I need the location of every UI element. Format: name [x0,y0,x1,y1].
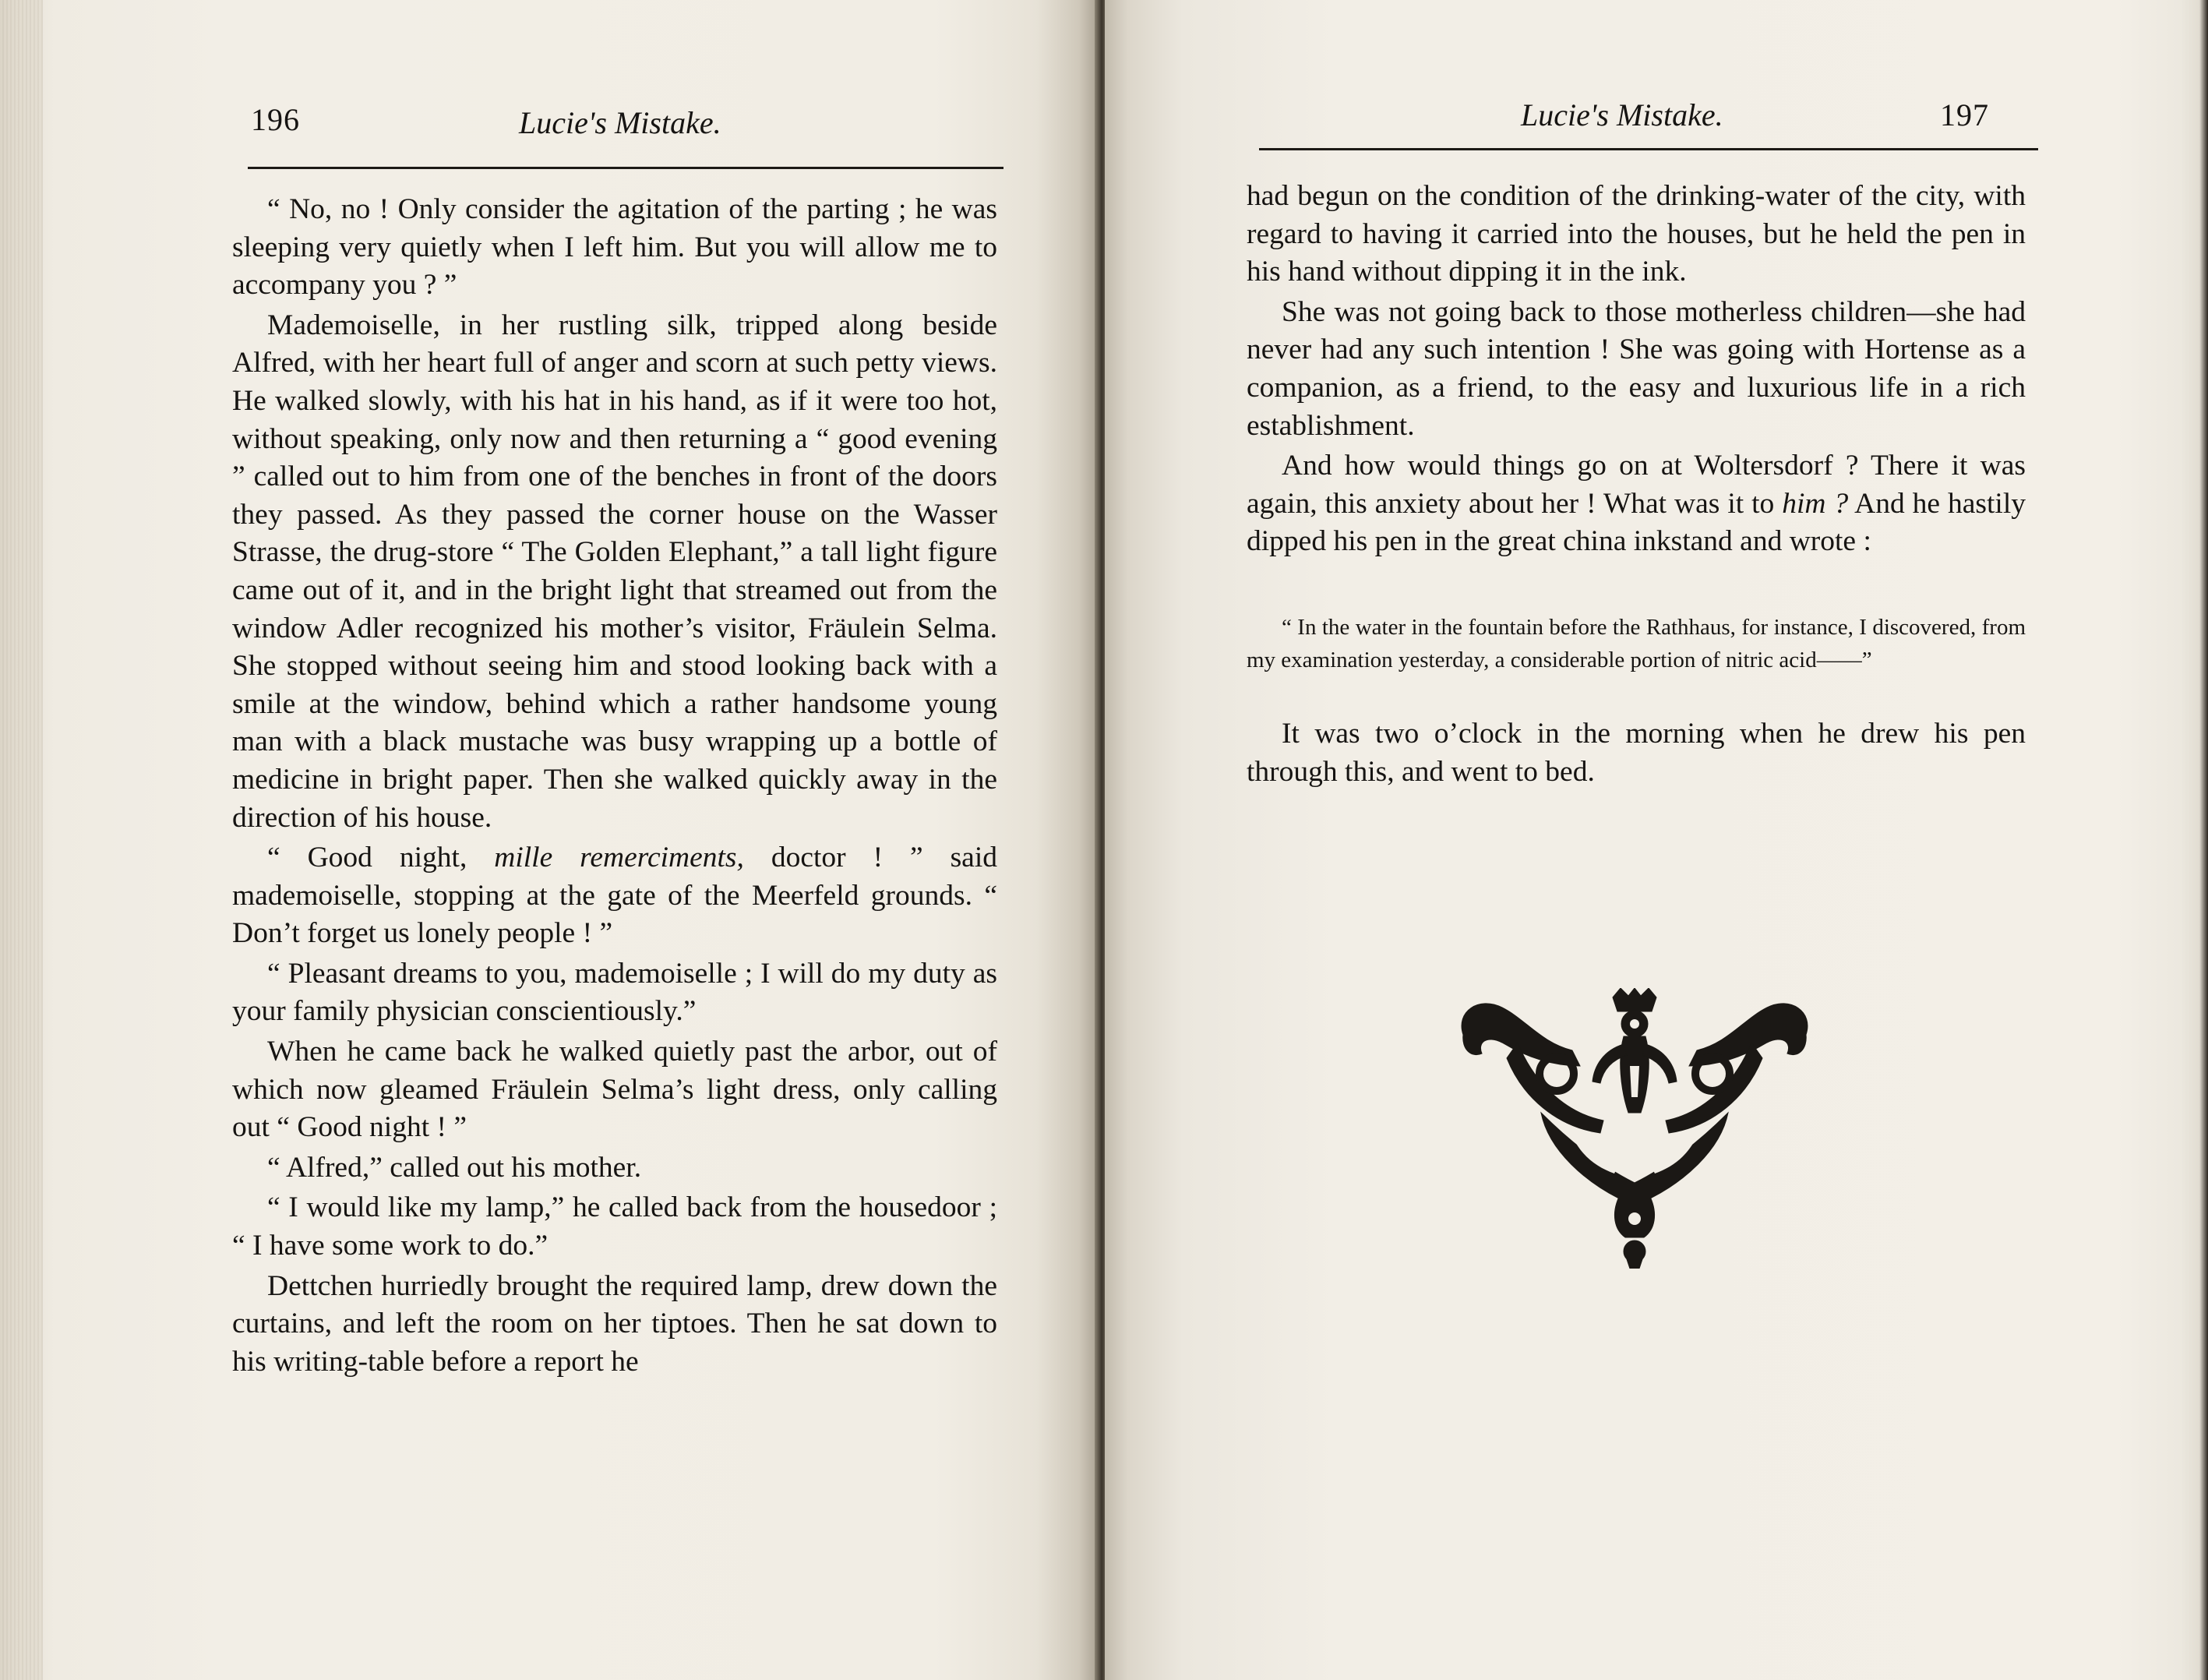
decorative-tailpiece-ornament [1448,988,1822,1269]
left-header-rule [248,167,1003,169]
paragraph-alfred: “ Alfred,” called out his mother. [267,1151,642,1184]
paragraph-came-back: When he came back he walked quietly past the arbor, out of which now gleamed Fräulein Selma’s light dress, only calling out “ Good night ! ” [232,1036,997,1144]
left-running-title: Lucie's Mistake. [519,105,721,140]
paragraph-good-night: “ Good night, mille remerciments, doctor ! ” said mademoiselle, stopping at the gate of the Meerfeld grounds. “ Don’t forget us lonely people ! ” [232,842,997,950]
left-page [0,0,1099,1680]
italic-phrase: mille remerciments, [494,842,744,874]
paragraph-dettchen: Dettchen hurriedly brought the required lamp, drew down the curtains, and left the room on her tiptoes. Then he sat down to his writing-table before a report he [232,1269,997,1378]
left-page-number: 196 [251,102,300,137]
paragraph-mademoiselle: Mademoiselle, in her rustling silk, tripped along beside Alfred, with her heart full of anger and scorn at such petty views. He walked slowly, with his hat in his hand, as if it were too hot, without speaking, only now and then returning a “ good evening ” called out to him from one of the benches in front of the doors they passed. As they passed the corner house on the Wasser Strasse, the drug-store “ The Golden Elephant,” a tall light figure came out of it, and in the bright light that streamed out from the window Adler recognized his mother’s visitor, Fräulein Selma. She stopped without seeing him and stood looking back with a smile at the window, behind which a rather handsome young man with a black mustache was busy wrapping up a bottle of medicine in bright paper. Then she walked quickly away in the direction of his house. [232,309,997,834]
paragraph-two-oclock: It was two o’clock in the morning when he drew his pen through this, and went to bed. [1247,718,2026,788]
right-page [1105,0,2208,1680]
italic-him: him ? [1782,487,1849,520]
report-quote: “ In the water in the fountain before the Rathhaus, for instance, I discovered, from my examination yesterday, a considerable portion of nitric acid——” [1247,615,2026,672]
paragraph-continuation: had begun on the condition of the drinking-water of the city, with regard to having it carried into the houses, but he held the pen in his hand without dipping it in the ink. [1247,180,2026,288]
right-running-title: Lucie's Mistake. [1521,97,1723,132]
paragraph-no-no: “ No, no ! Only consider the agitation of the parting ; he was sleeping very quietly when I left him. But you will allow me to accompany you ? ” [232,193,997,302]
left-body-text [232,191,997,1381]
paragraph-pleasant-dreams: “ Pleasant dreams to you, mademoiselle ; I will do my duty as your family physician conscientiously.” [232,957,997,1028]
page-edges [0,0,43,1680]
right-page-number: 197 [1940,97,1989,132]
right-body-text [1247,178,2026,561]
paragraph-lamp: “ I would like my lamp,” he called back from the housedoor ; “ I have some work to do.” [232,1191,997,1262]
right-closing-text [1247,715,2026,791]
paragraph-she-was-not: She was not going back to those motherless children—she had never had any such intention ! She was going with Hortense as a companion, as a friend, to the easy and luxurious life in a rich establishment. [1247,295,2026,442]
paragraph-anxiety: And how would things go on at Woltersdorf ? There it was again, this anxiety about her ! What was it to him ? And he hastily dipped his pen in the great china inkstand and wrote : [1247,450,2026,558]
right-header-rule [1259,148,2038,150]
